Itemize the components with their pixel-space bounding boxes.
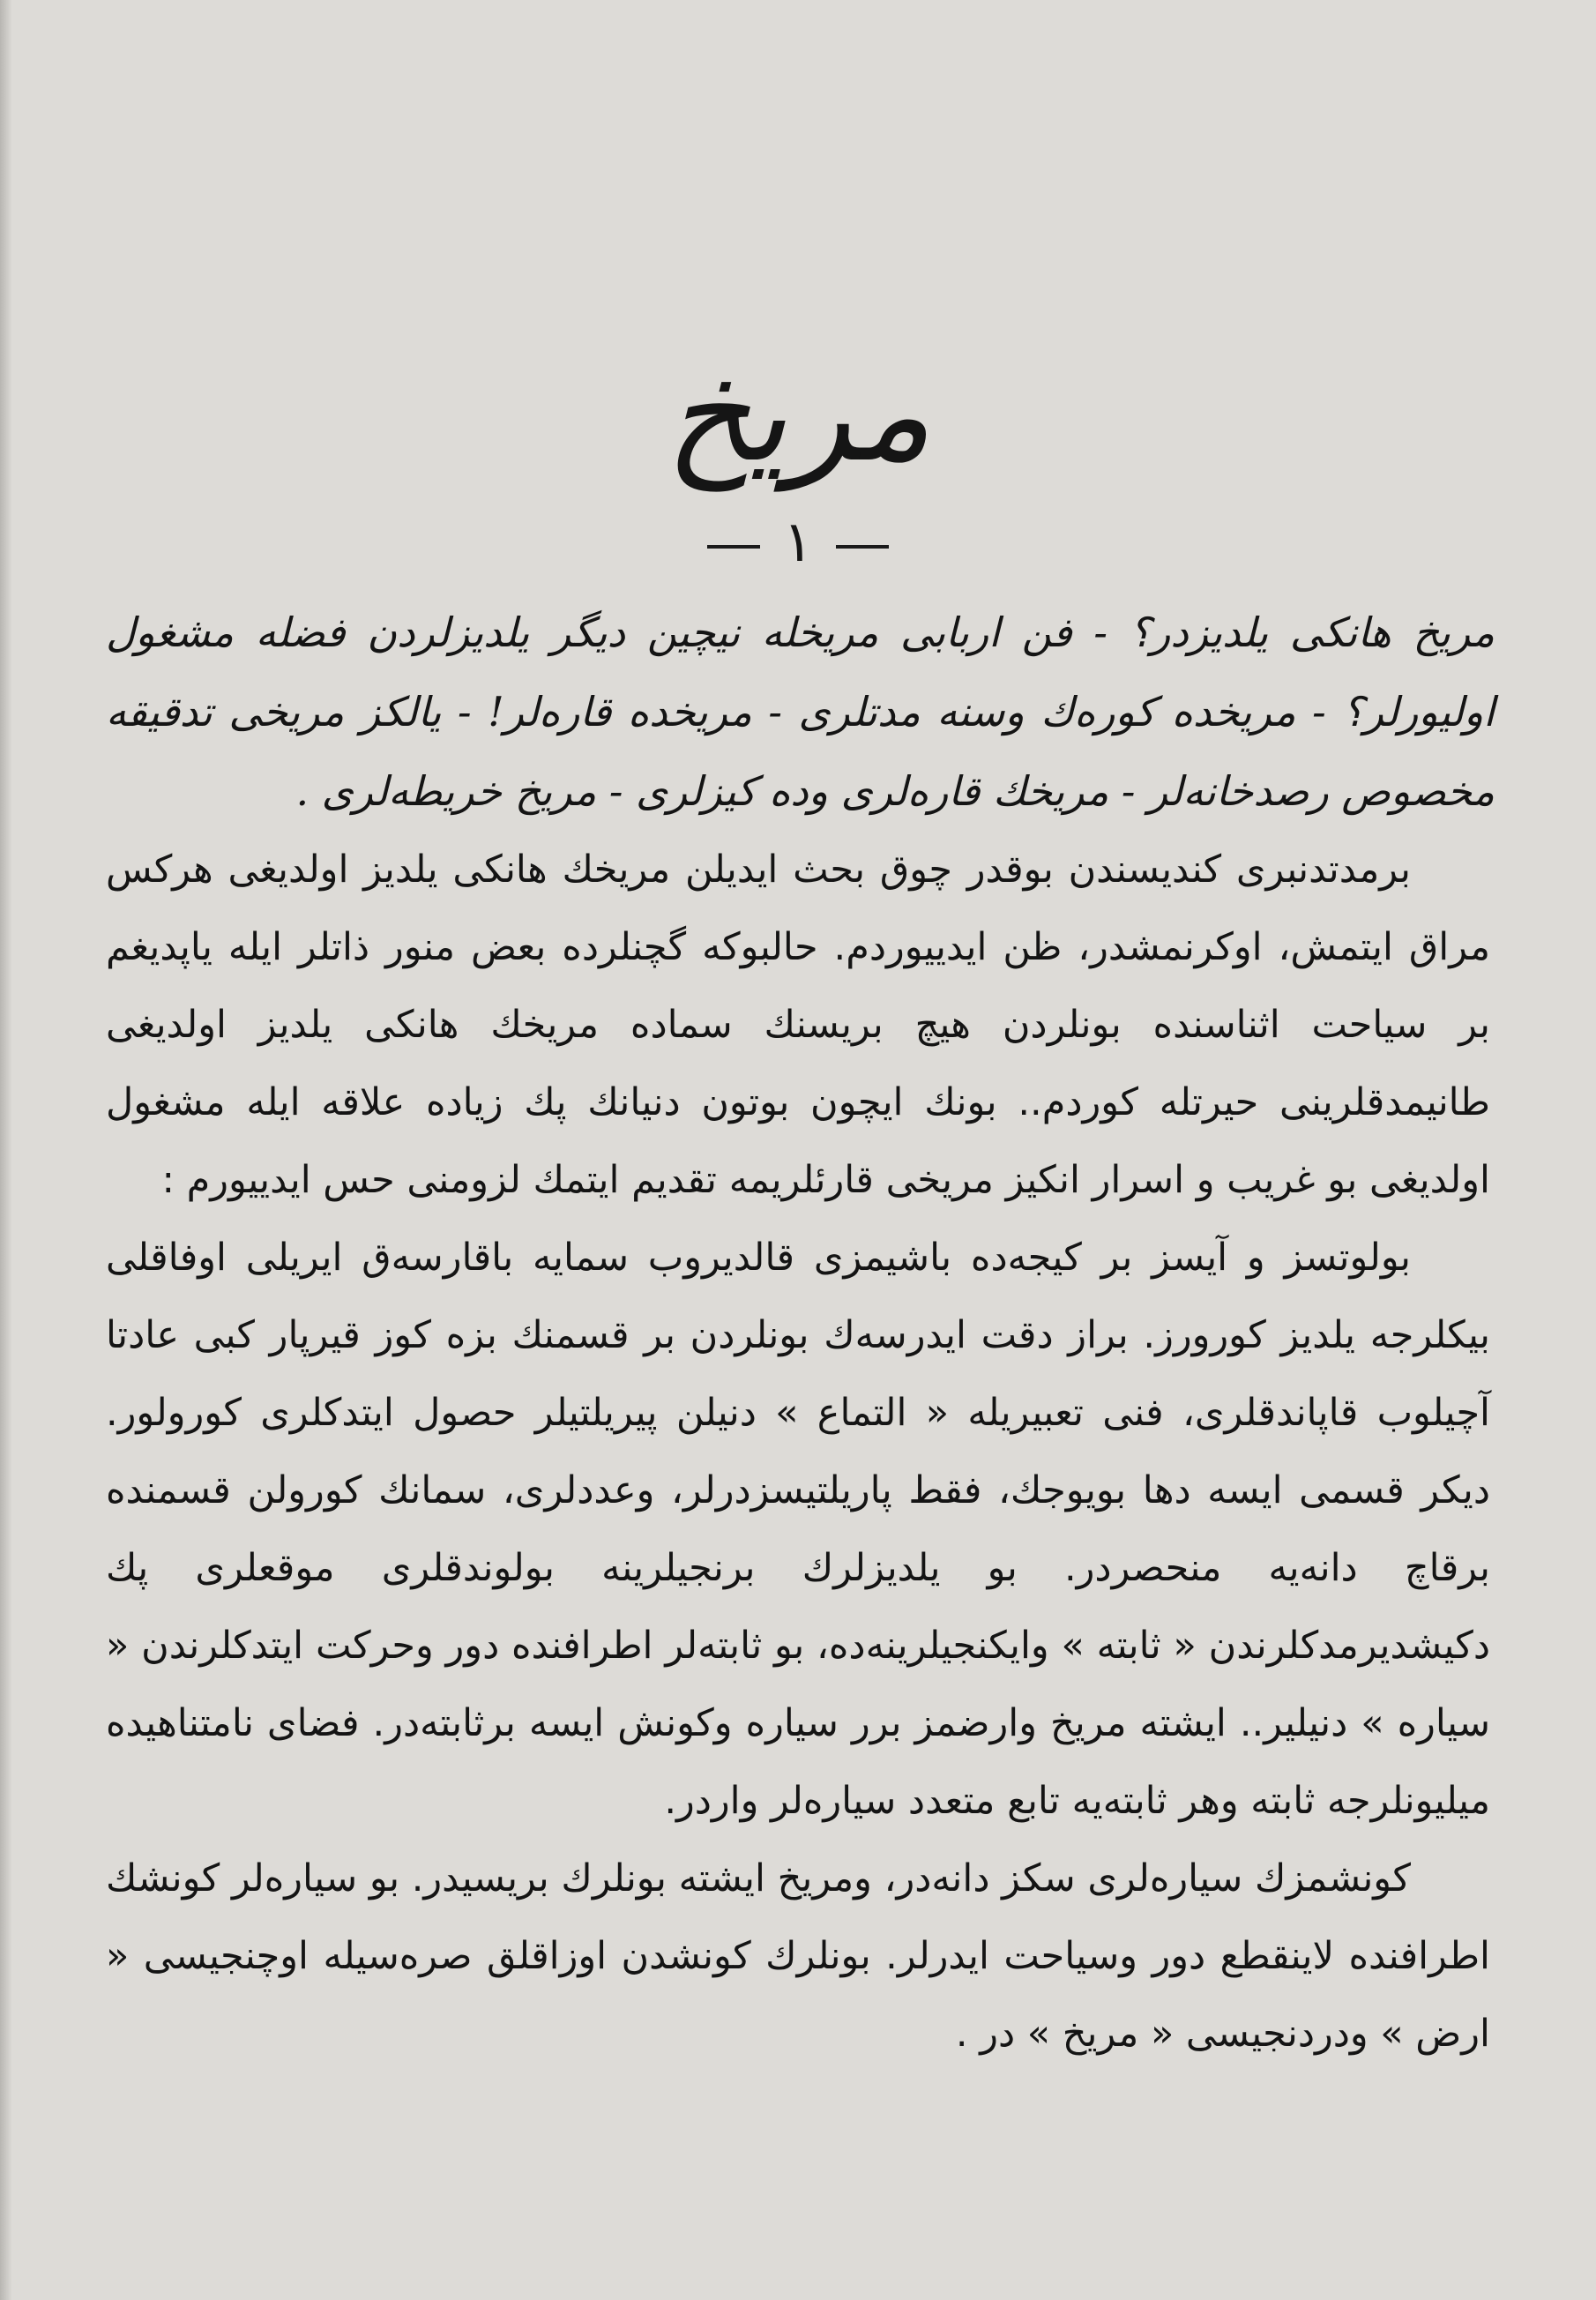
right-dash <box>707 545 760 549</box>
chapter-title: مریخ <box>665 338 931 491</box>
paragraph-1: برمدتدنبری كندیسندن بوقدر چوق بحث ایدیلن مریخك هانكی یلدیز اولدیغی هركس مراق ایتمش، اوكرنمشدر، ظن ایدییوردم. حالبوكه گچنلرده بعض منور ذاتلر ایله یاپدیغم بر سیاحت اثناسنده بونلردن هیچ بریسنك سماده مریخك هانكی یلدیز اولدیغی طانیمدقلرینی حیرتله كوردم.. بونك ایچون بوتون دنیانك پك زیاده علاقه ایله مشغول اولدیغی بو غریب و اسرار انكیز مریخی قارئلریمه تقدیم ایتمك لزومنی حس ایدییورم : <box>106 848 1490 1202</box>
paragraph-2: بولوتسز و آیسز بر كیجه‌ده باشیمزی قالدیروب سمایه باقارسه‌ق ایریلی اوفاقلی بیكلرجه یلدیز كورورز. براز دقت ایدرسه‌ك بونلردن بر قسمنك بزه كوز قیرپار كبی عادتا آچیلوب قاپاندقلری، فنی تعبیریله « التماع » دنیلن پیریلتیلر حصول ایتدكلری كورولور. دیكر قسمی ایسه دها بویوجك، فقط پاریلتیسزدرلر، وعددلری، سمانك كورولن قسمنده برقاچ دانه‌یه منحصردر. بو یلدیزلرك برنجیلرینه بولوندقلری موقعلری پك دكیشدیرمدكلرندن « ثابته » وایكنجیلرینه‌ده، بو ثابته‌لر اطرافنده دور وحركت ایتدكلرندن « سیاره » دنیلیر.. ایشته مریخ وارضمز برر سیاره وكونش ایسه برثابته‌در. فضای نامتناهیده میلیونلرجه ثابته وهر ثابته‌یه تابع متعدد سیاره‌لر واردر. <box>106 1236 1490 1823</box>
section-number-text: ١ <box>782 510 814 575</box>
section-number <box>0 512 1596 573</box>
chapter-summary: مریخ هانكی یلدیزدر؟ - فن اربابی مریخله نیچین دیگر یلدیزلردن فضله مشغول اولیورلر؟ - مریخده كوره‌ك وسنه مدتلری - مریخده قاره‌لر! - یالكز مریخی تدقیقه مخصوص رصدخانه‌لر - مریخك قاره‌لری وده كیزلری - مریخ خریطه‌لری . <box>106 609 1495 815</box>
paragraph-3: كونشمزك سیاره‌لری سكز دانه‌در، ومریخ ایشته بونلرك بریسیدر. بو سیاره‌لر كونشك اطرافنده لاینقطع دور وسیاحت ایدرلر. بونلرك كونشدن اوزاقلق صره‌سیله اوچنجیسی « ارض » ودردنجیسی « مریخ » در . <box>106 1856 1490 2056</box>
left-dash <box>836 545 889 549</box>
body-text <box>106 831 1490 2072</box>
